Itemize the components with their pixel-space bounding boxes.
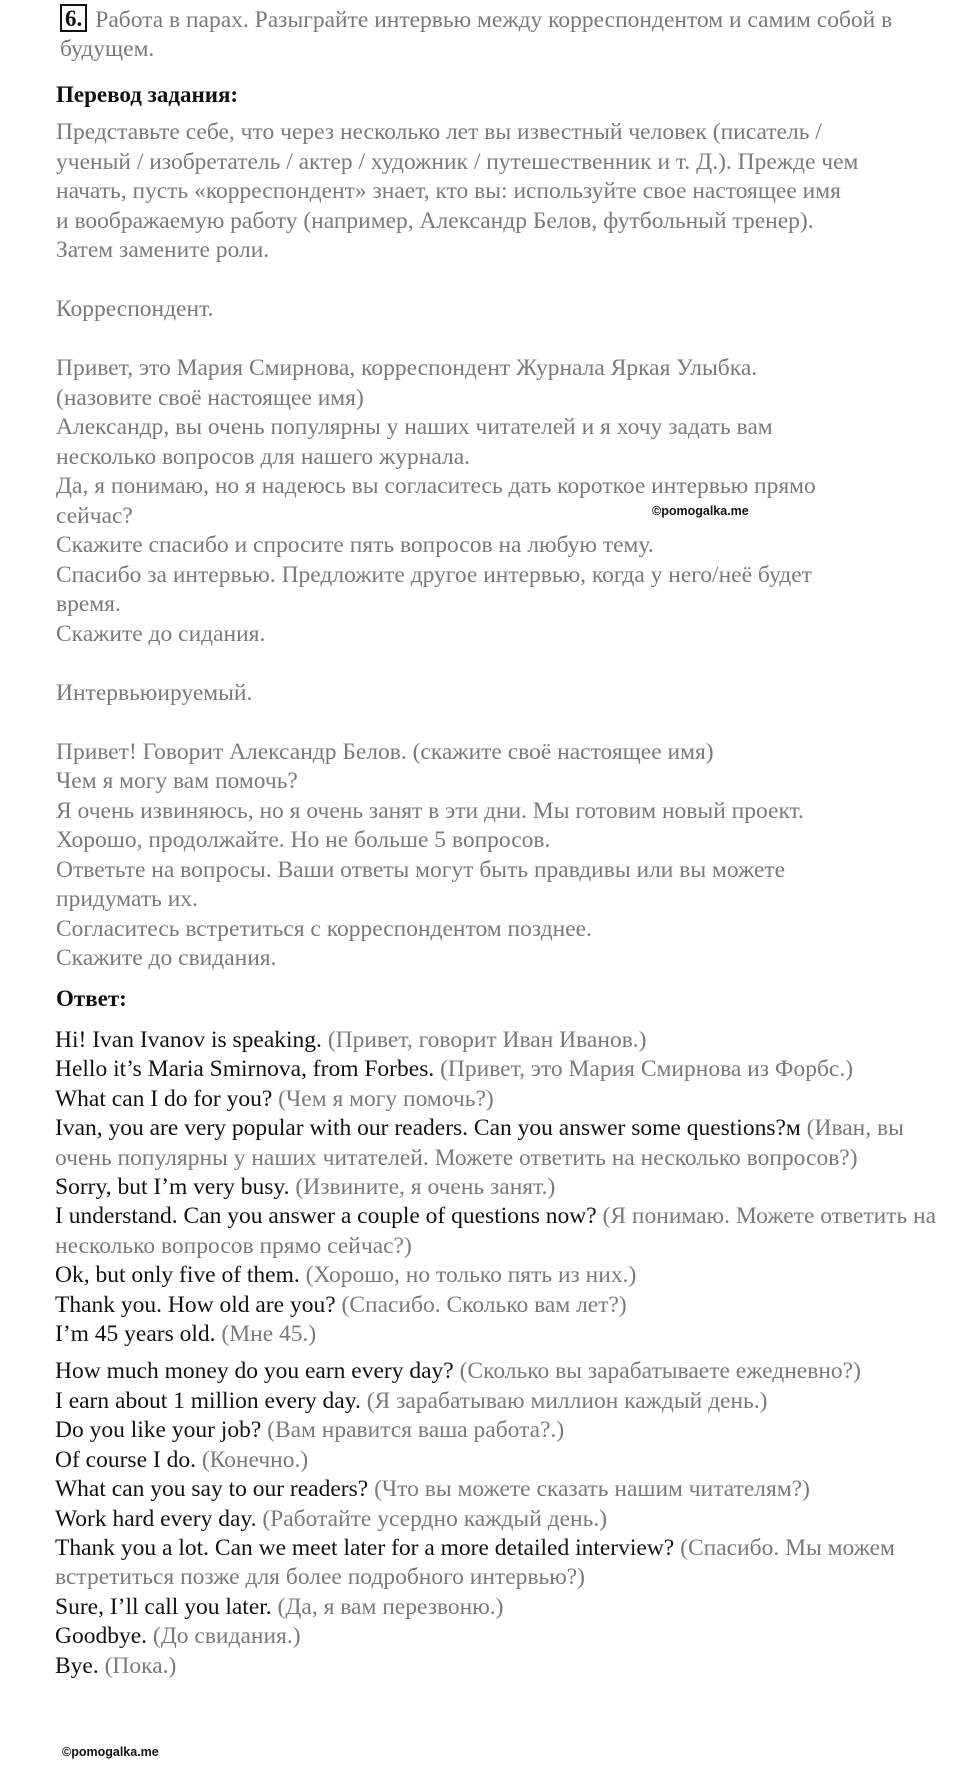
correspondent-instructions [56,354,940,649]
english-phrase: I earn about 1 million every day. [55,1387,361,1414]
task-statement [60,4,940,64]
instruction-line: время. [56,591,121,617]
instruction-line: Скажите до свидания. [56,945,277,971]
russian-translation: (Вам нравится ваша работа?.) [267,1417,565,1444]
instruction-line: и воображаемую работу (например, Александр Белов, футбольный тренер). [56,207,814,234]
instruction-line: ученый / изобретатель / актер / художник / путешественник и т. Д.). Прежде чем [56,148,859,175]
dialogue-line [55,1055,945,1084]
instruction-line: Представьте себе, что через несколько лет вы известный человек (писатель / [56,119,822,145]
dialogue-line [55,1291,945,1320]
english-phrase: Hello it’s Maria Smirnova, from Forbes. [55,1056,435,1083]
russian-translation: (Я зарабатываю миллион каждый день.) [366,1387,768,1414]
answers-part-1 [55,1026,945,1349]
russian-translation: (Иван, вы очень популярны у наших читателей. Можете ответить на несколько вопросов?) [55,1115,904,1171]
instruction-line: Скажите до сидания. [56,620,266,647]
english-phrase: What can you say to our readers? [55,1476,369,1503]
english-phrase: I understand. Can you answer a couple of questions now? [55,1203,597,1230]
instruction-line: Привет, это Мария Смирнова, корреспондент Журнала Яркая Улыбка. [56,355,758,381]
interviewee-label: Интервьюируемый. [56,679,253,706]
english-phrase: Goodbye. [55,1623,148,1650]
english-phrase: Sorry, but I’m very busy. [55,1174,290,1201]
answer-heading: Ответ: [56,986,127,1011]
dialogue-line [55,1357,945,1386]
russian-translation: (Спасибо. Сколько вам лет?) [341,1291,627,1318]
instruction-line: Затем замените роли. [56,237,270,263]
russian-translation: (Извините, я очень занят.) [295,1174,556,1201]
dialogue-line [55,1446,945,1475]
translation-heading: Перевод задания: [56,82,239,107]
dialogue-line [55,1202,945,1261]
instruction-line: придумать их. [56,886,198,912]
interviewee-instructions [56,738,940,974]
instruction-line: Ответьте на вопросы. Ваши ответы могут быть правдивы или вы можете [56,856,786,883]
answers-list [55,1026,945,1681]
russian-translation: (Работайте усердно каждый день.) [262,1505,608,1532]
english-phrase: Hi! Ivan Ivanov is speaking. [55,1027,322,1053]
instruction-line: Спасибо за интервью. Предложите другое интервью, когда у него/неё будет [56,561,812,588]
russian-translation: (Конечно.) [201,1446,309,1473]
english-phrase: Sure, I’ll call you later. [55,1593,272,1620]
english-phrase: Of course I do. [55,1446,196,1473]
dialogue-line [55,1475,945,1504]
russian-translation: (До свидания.) [152,1623,301,1650]
dialogue-line [55,1173,945,1202]
instruction-line: несколько вопросов для нашего журнала. [56,443,471,470]
dialogue-line [55,1593,945,1622]
task-number: 6. [60,4,87,32]
instruction-line: начать, пусть «корреспондент» знает, кто вы: используйте свое настоящее имя [56,178,841,204]
russian-translation: (Я понимаю. Можете ответить на несколько вопросов прямо сейчас?) [55,1203,937,1259]
dialogue-line [55,1416,945,1445]
instruction-line: Я очень извиняюсь, но я очень занят в эти дни. Мы готовим новый проект. [56,797,804,824]
dialogue-line [55,1622,945,1651]
dialogue-line [55,1320,945,1349]
english-phrase: Ok, but only five of them. [55,1262,300,1289]
english-phrase: How much money do you earn every day? [55,1358,454,1385]
russian-translation: (Мне 45.) [221,1321,317,1348]
english-phrase: I’m 45 years old. [55,1321,216,1348]
dialogue-line [55,1261,945,1290]
english-phrase: Thank you. How old are you? [55,1291,336,1318]
instruction-line: Чем я могу вам помочь? [56,768,298,794]
russian-translation: (Что вы можете сказать нашим читателям?) [374,1476,810,1503]
english-phrase: Ivan, you are very popular with our readers. Can you answer some questions?м [55,1115,801,1142]
correspondent-label: Корреспондент. [56,296,214,322]
russian-translation: (Чем я могу помочь?) [278,1085,494,1112]
english-phrase: Thank you a lot. Can we meet later for a more detailed interview? [55,1534,675,1561]
dialogue-line [55,1026,945,1055]
instruction-line: Скажите спасибо и спросите пять вопросов на любую тему. [56,532,654,558]
russian-translation: (Да, я вам перезвоню.) [277,1593,504,1620]
translation-section [56,118,940,974]
instruction-line: Привет! Говорит Александр Белов. (скажите своё настоящее имя) [56,738,714,765]
instruction-line: сейчас? [56,502,133,529]
watermark: ©pomogalka.me [652,504,749,518]
dialogue-line [55,1534,945,1593]
instruction-line: (назовите своё настоящее имя) [56,384,364,411]
english-phrase: What can I do for you? [55,1085,273,1112]
russian-translation: (Хорошо, но только пять из них.) [305,1262,637,1289]
english-phrase: Bye. [55,1652,99,1679]
russian-translation: (Привет, говорит Иван Иванов.) [327,1027,647,1053]
russian-translation: (Сколько вы зарабатываете ежедневно?) [459,1358,861,1385]
english-phrase: Do you like your job? [55,1417,262,1444]
instruction-line: Александр, вы очень популярны у наших читателей и я хочу задать вам [56,414,773,440]
dialogue-line [55,1505,945,1534]
instruction-line: Да, я понимаю, но я надеюсь вы согласитесь дать короткое интервью прямо [56,473,816,499]
task-text: Работа в парах. Разыграйте интервью между корреспондентом и самим собой в будущем. [60,7,893,62]
russian-translation: (Привет, это Мария Смирнова из Форбс.) [440,1056,854,1083]
russian-translation: (Спасибо. Мы можем встретиться позже для более подробного интервью?) [55,1534,895,1591]
russian-translation: (Пока.) [104,1652,177,1679]
watermark-bottom: ©pomogalka.me [62,1745,159,1759]
instruction-line: Согласитесь встретиться с корреспондентом позднее. [56,915,592,942]
dialogue-line [55,1652,945,1681]
answers-part-2 [55,1357,945,1680]
dialogue-line [55,1387,945,1416]
dialogue-line [55,1114,945,1173]
dialogue-line [55,1085,945,1114]
instruction-line: Хорошо, продолжайте. Но не больше 5 вопросов. [56,827,551,853]
english-phrase: Work hard every day. [55,1505,257,1532]
translation-intro [56,118,940,266]
